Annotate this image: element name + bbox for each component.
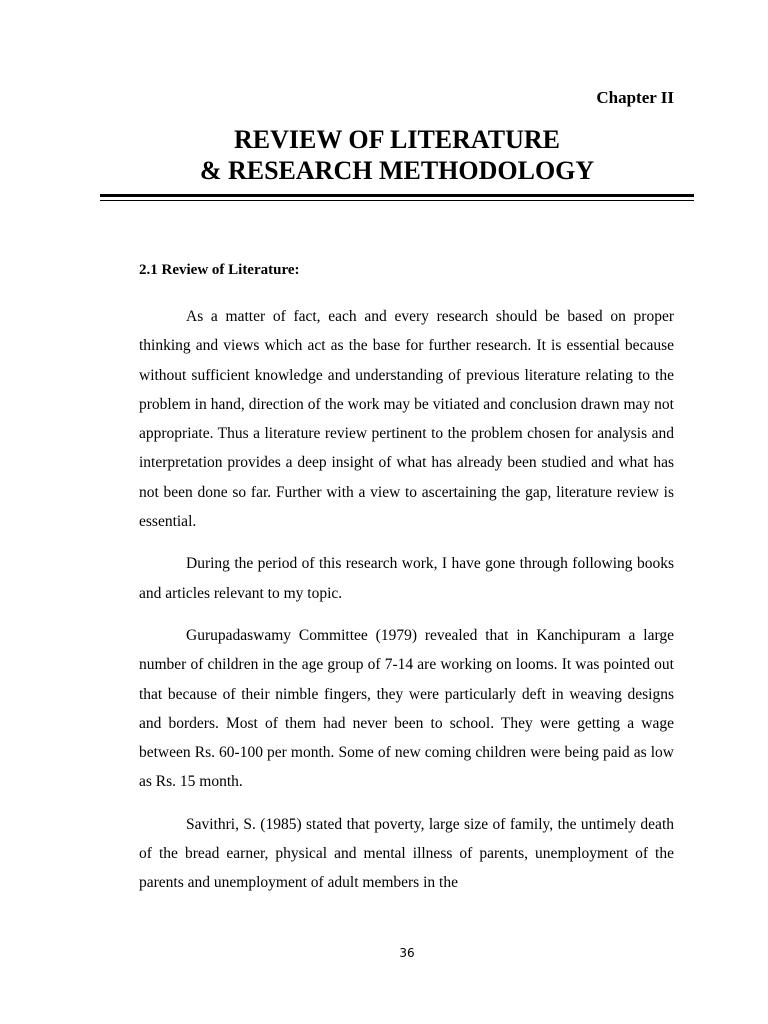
chapter-label: Chapter II xyxy=(596,88,674,107)
chapter-title-line-2: & RESEARCH METHODOLOGY xyxy=(199,156,595,185)
section-heading: 2.1 Review of Literature: xyxy=(139,262,300,278)
chapter-title xyxy=(100,124,694,186)
page-number: 36 xyxy=(399,946,415,960)
body-text xyxy=(139,302,674,911)
paragraph-1: As a matter of fact, each and every research should be based on proper thinking and views which act as the base for further research. It is essential because without sufficient knowledge and understanding of previous literature relating to the problem in hand, direction of the work may be vitiated and conclusion drawn may not appropriate. Thus a literature review pertinent to the problem chosen for analysis and interpretation provides a deep insight of what has already been studied and what has not been done so far. Further with a view to ascertaining the gap, literature review is essential. xyxy=(139,308,674,531)
title-rule-thick xyxy=(100,194,694,197)
paragraph-3: Gurupadaswamy Committee (1979) revealed that in Kanchipuram a large number of children in the age group of 7-14 are working on looms. It was pointed out that because of their nimble fingers, they were particularly deft in weaving designs and borders. Most of them had never been to school. They were getting a wage between Rs. 60-100 per month. Some of new coming children were being paid as low as Rs. 15 month. xyxy=(139,626,674,791)
paragraph-4: Savithri, S. (1985) stated that poverty, large size of family, the untimely death of the bread earner, physical and mental illness of parents, unemployment of the parents and unemployment of adult members in the xyxy=(139,815,674,892)
chapter-title-line-1: REVIEW OF LITERATURE xyxy=(233,125,561,154)
paragraph-2: During the period of this research work, I have gone through following books and articles relevant to my topic. xyxy=(139,555,674,602)
title-rule-thin xyxy=(100,200,694,201)
